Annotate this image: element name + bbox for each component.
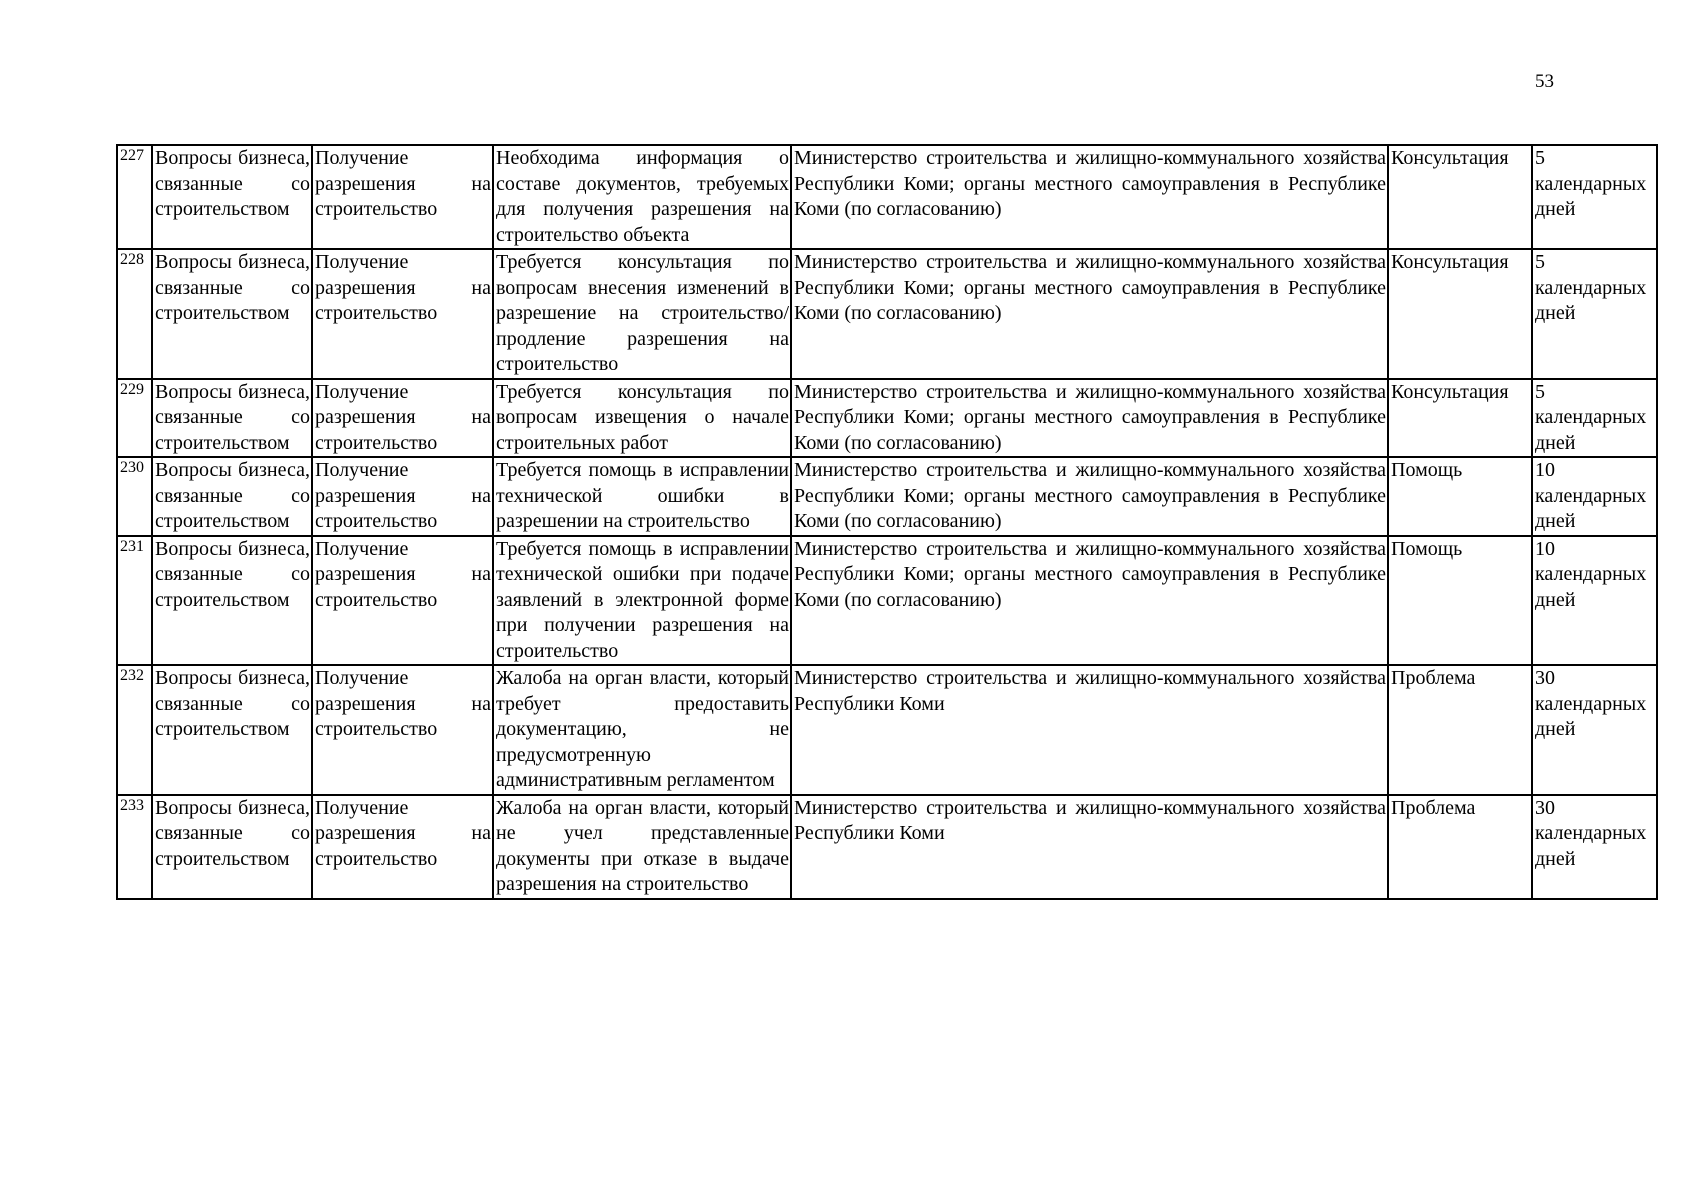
topic-cell: Получение разрешения на строительство bbox=[312, 536, 493, 666]
row-number-cell: 227 bbox=[117, 145, 152, 249]
category-cell: Вопросы бизнеса, связанные со строительством bbox=[152, 665, 312, 795]
request-type-cell: Консультация bbox=[1388, 249, 1532, 379]
row-number-cell: 229 bbox=[117, 379, 152, 458]
description-cell: Необходима информация о составе документов, требуемых для получения разрешения на строительство объекта bbox=[493, 145, 791, 249]
table-row bbox=[117, 379, 1657, 458]
term-cell: 30 календарных дней bbox=[1532, 795, 1657, 899]
authority-cell: Министерство строительства и жилищно-коммунального хозяйства Республики Коми bbox=[791, 795, 1388, 899]
table-body bbox=[117, 145, 1657, 899]
table-row bbox=[117, 457, 1657, 536]
page-number: 53 bbox=[1535, 71, 1554, 92]
term-cell: 5 календарных дней bbox=[1532, 249, 1657, 379]
category-cell: Вопросы бизнеса, связанные со строительством bbox=[152, 457, 312, 536]
description-cell: Требуется помощь в исправлении технической ошибки в разрешении на строительство bbox=[493, 457, 791, 536]
table-row bbox=[117, 536, 1657, 666]
category-cell: Вопросы бизнеса, связанные со строительством bbox=[152, 249, 312, 379]
request-type-cell: Проблема bbox=[1388, 795, 1532, 899]
row-number-cell: 231 bbox=[117, 536, 152, 666]
topic-cell: Получение разрешения на строительство bbox=[312, 795, 493, 899]
table-row bbox=[117, 145, 1657, 249]
request-type-cell: Проблема bbox=[1388, 665, 1532, 795]
request-type-cell: Помощь bbox=[1388, 536, 1532, 666]
table-row bbox=[117, 795, 1657, 899]
table-row bbox=[117, 665, 1657, 795]
category-cell: Вопросы бизнеса, связанные со строительством bbox=[152, 795, 312, 899]
authority-cell: Министерство строительства и жилищно-коммунального хозяйства Республики Коми; органы местного самоуправления в Республике Коми (по согласованию) bbox=[791, 379, 1388, 458]
row-number-cell: 230 bbox=[117, 457, 152, 536]
topic-cell: Получение разрешения на строительство bbox=[312, 665, 493, 795]
row-number-cell: 228 bbox=[117, 249, 152, 379]
description-cell: Жалоба на орган власти, который не учел представленные документы при отказе в выдаче разрешения на строительство bbox=[493, 795, 791, 899]
request-type-cell: Консультация bbox=[1388, 145, 1532, 249]
request-type-cell: Помощь bbox=[1388, 457, 1532, 536]
topic-cell: Получение разрешения на строительство bbox=[312, 379, 493, 458]
description-cell: Жалоба на орган власти, который требует предоставить документацию, не предусмотренную административным регламентом bbox=[493, 665, 791, 795]
row-number-cell: 232 bbox=[117, 665, 152, 795]
authority-cell: Министерство строительства и жилищно-коммунального хозяйства Республики Коми bbox=[791, 665, 1388, 795]
topic-cell: Получение разрешения на строительство bbox=[312, 145, 493, 249]
description-cell: Требуется помощь в исправлении технической ошибки при подаче заявлений в электронной форме при получении разрешения на строительство bbox=[493, 536, 791, 666]
category-cell: Вопросы бизнеса, связанные со строительством bbox=[152, 145, 312, 249]
services-table bbox=[116, 144, 1658, 900]
table-row bbox=[117, 249, 1657, 379]
term-cell: 10 календарных дней bbox=[1532, 536, 1657, 666]
description-cell: Требуется консультация по вопросам извещения о начале строительных работ bbox=[493, 379, 791, 458]
term-cell: 30 календарных дней bbox=[1532, 665, 1657, 795]
authority-cell: Министерство строительства и жилищно-коммунального хозяйства Республики Коми; органы местного самоуправления в Республике Коми (по согласованию) bbox=[791, 249, 1388, 379]
term-cell: 5 календарных дней bbox=[1532, 379, 1657, 458]
term-cell: 10 календарных дней bbox=[1532, 457, 1657, 536]
category-cell: Вопросы бизнеса, связанные со строительством bbox=[152, 536, 312, 666]
authority-cell: Министерство строительства и жилищно-коммунального хозяйства Республики Коми; органы местного самоуправления в Республике Коми (по согласованию) bbox=[791, 145, 1388, 249]
row-number-cell: 233 bbox=[117, 795, 152, 899]
description-cell: Требуется консультация по вопросам внесения изменений в разрешение на строительство/продление разрешения на строительство bbox=[493, 249, 791, 379]
topic-cell: Получение разрешения на строительство bbox=[312, 249, 493, 379]
category-cell: Вопросы бизнеса, связанные со строительством bbox=[152, 379, 312, 458]
authority-cell: Министерство строительства и жилищно-коммунального хозяйства Республики Коми; органы местного самоуправления в Республике Коми (по согласованию) bbox=[791, 457, 1388, 536]
term-cell: 5 календарных дней bbox=[1532, 145, 1657, 249]
authority-cell: Министерство строительства и жилищно-коммунального хозяйства Республики Коми; органы местного самоуправления в Республике Коми (по согласованию) bbox=[791, 536, 1388, 666]
topic-cell: Получение разрешения на строительство bbox=[312, 457, 493, 536]
request-type-cell: Консультация bbox=[1388, 379, 1532, 458]
